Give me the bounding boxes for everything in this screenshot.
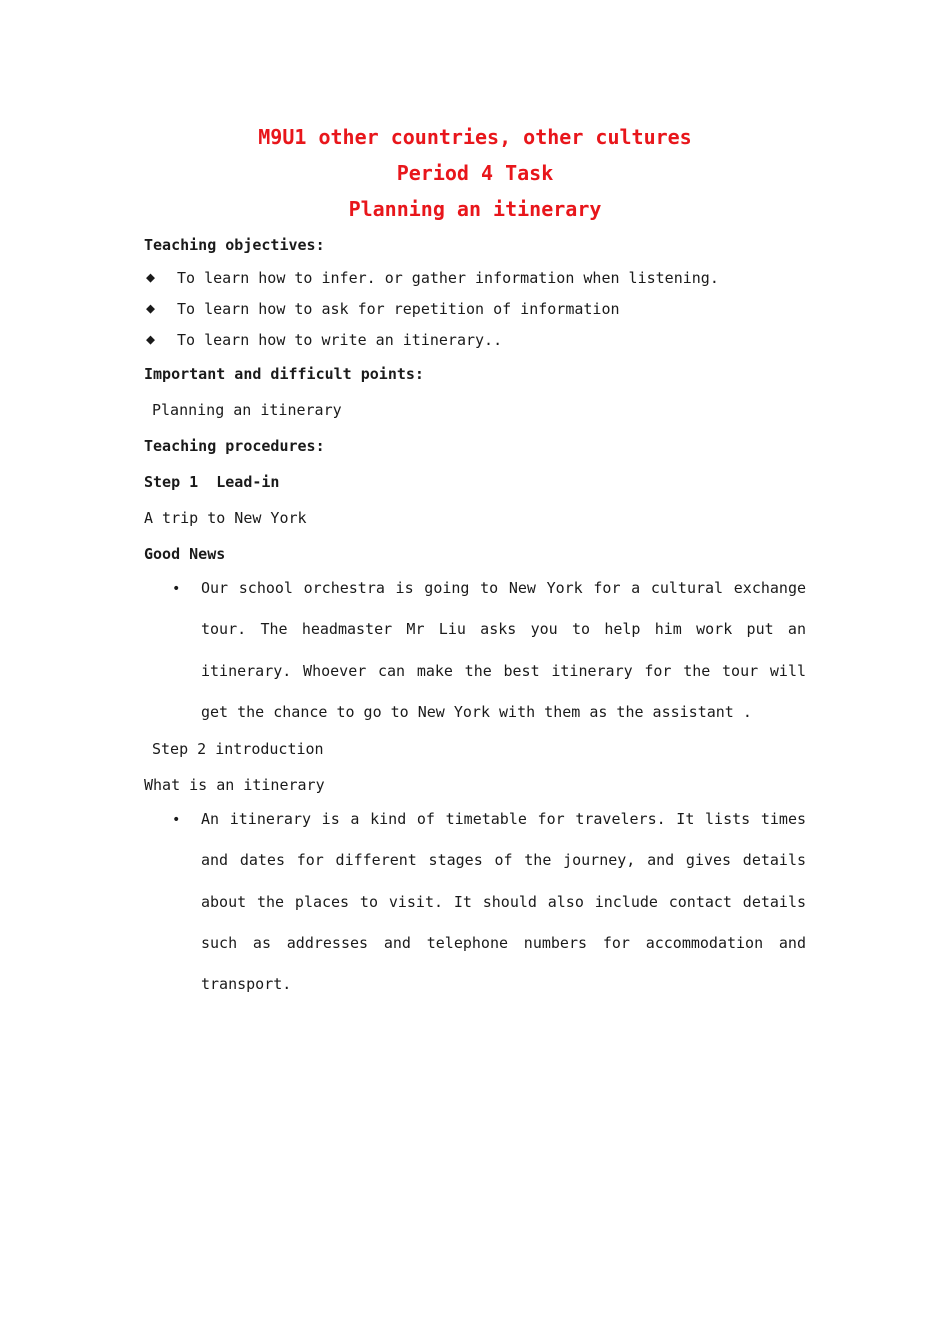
- step2-subtitle: What is an itinerary: [144, 776, 325, 794]
- diamond-bullet-icon: ◆: [146, 268, 156, 286]
- procedures-heading: Teaching procedures:: [144, 437, 325, 455]
- document-subtitle-period: Period 4 Task: [396, 161, 554, 185]
- diamond-bullet-icon: ◆: [146, 330, 156, 348]
- document-subtitle-topic: Planning an itinerary: [348, 197, 602, 221]
- dot-bullet-icon: •: [172, 581, 181, 597]
- objectives-heading: Teaching objectives:: [144, 236, 325, 254]
- points-text: Planning an itinerary: [152, 401, 342, 419]
- itinerary-definition-paragraph: An itinerary is a kind of timetable for travelers. It lists times and dates for different stages of the journey, and gives details about the places to visit. It should also include contact details such as addresses and telephone numbers for accommodation and transport.: [201, 810, 806, 994]
- objective-item: To learn how to ask for repetition of information: [177, 300, 620, 318]
- points-heading: Important and difficult points:: [144, 365, 424, 383]
- good-news-heading: Good News: [144, 545, 226, 563]
- objective-item: To learn how to write an itinerary..: [177, 331, 503, 349]
- objective-item: To learn how to infer. or gather information when listening.: [177, 269, 719, 287]
- step1-subtitle: A trip to New York: [144, 509, 307, 527]
- step1-label: Step 1 Lead-in: [144, 473, 280, 491]
- step2-label: Step 2 introduction: [152, 740, 324, 758]
- document-title: M9U1 other countries, other cultures: [258, 125, 692, 149]
- diamond-bullet-icon: ◆: [146, 299, 156, 317]
- dot-bullet-icon: •: [172, 812, 181, 828]
- good-news-paragraph: Our school orchestra is going to New York for a cultural exchange tour. The headmaster Mr Liu asks you to help him work put an itinerary. Whoever can make the best itinerary for the tour will get the chance to go to New York with them as the assistant .: [201, 579, 806, 721]
